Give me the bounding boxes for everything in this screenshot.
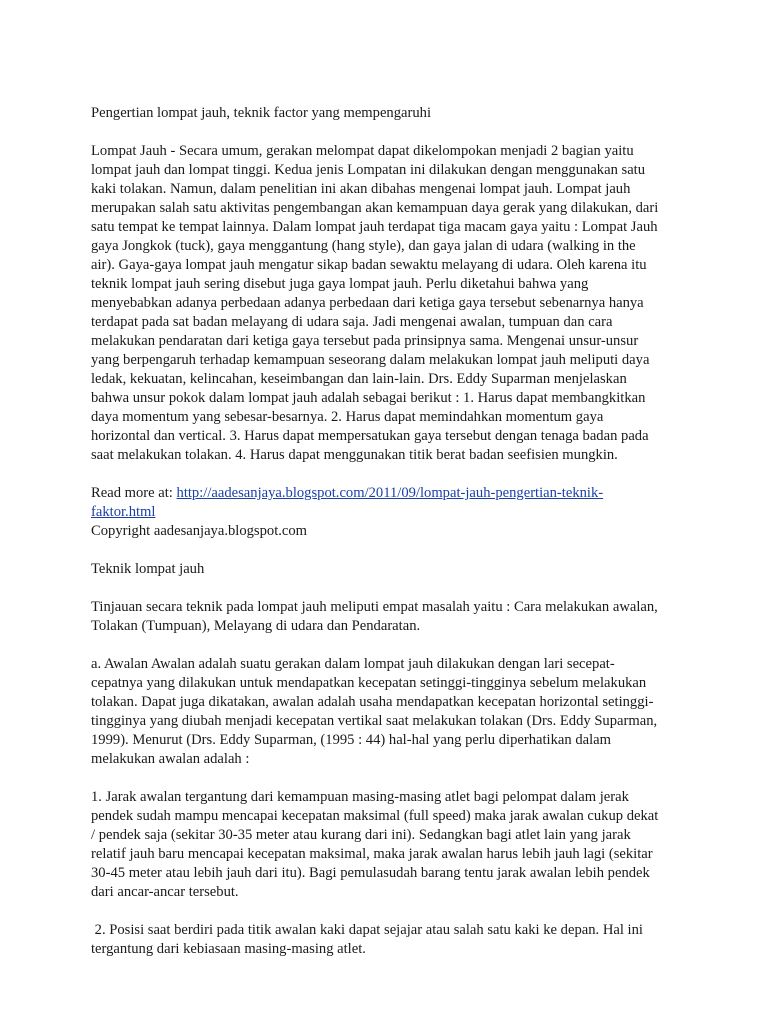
point-1-line: 1. Jarak awalan tergantung dari kemampuan masing-masing atlet bagi pelompat dalam jerak xyxy=(91,789,629,805)
intro-line: bahwa unsur pokok dalam lompat jauh adalah sebagai berikut : 1. Harus dapat membangkitkan xyxy=(91,390,646,406)
tinjauan-paragraph xyxy=(91,598,691,636)
intro-line: gaya Jongkok (tuck), gaya menggantung (hang style), dan gaya jalan di udara (walking in the xyxy=(91,238,636,254)
awalan-line: tingginya yang diubah menjadi kecepatan vertikal saat melakukan tolakan (Drs. Eddy Suparman, xyxy=(91,713,658,729)
intro-line: menyebabkan adanya perbedaan adanya perbedaan dari ketiga gaya tersebut sebenarnya hanya xyxy=(91,295,644,311)
document-page xyxy=(91,104,691,959)
read-more-block xyxy=(91,484,691,541)
point-2-line: tergantung dari kebiasaan masing-masing atlet. xyxy=(91,941,366,957)
awalan-line: a. Awalan Awalan adalah suatu gerakan dalam lompat jauh dilakukan dengan lari secepat- xyxy=(91,656,615,672)
read-more-line xyxy=(91,484,691,503)
awalan-line: melakukan awalan adalah : xyxy=(91,751,250,767)
intro-line: melakukan pendaratan dari ketiga gaya tersebut pada prinsipnya sama. Mengenai unsur-unsur xyxy=(91,333,639,349)
intro-line: air). Gaya-gaya lompat jauh mengatur sikap badan sewaktu melayang di udara. Oleh karena itu xyxy=(91,257,647,273)
point-1-paragraph xyxy=(91,788,691,902)
intro-line: yang berpengaruh terhadap kemampuan seseorang dalam melakukan lompat jauh meliputi daya xyxy=(91,352,650,368)
awalan-paragraph xyxy=(91,655,691,769)
intro-line: kaki tolakan. Namun, dalam penelitian ini akan dibahas mengenai lompat jauh. Lompat jauh xyxy=(91,181,631,197)
point-1-line: / pendek saja (sekitar 30-35 meter atau kurang dari ini). Sedangkan bagi atlet lain yang jarak xyxy=(91,827,631,843)
intro-line: Lompat Jauh - Secara umum, gerakan melompat dapat dikelompokan menjadi 2 bagian yaitu xyxy=(91,143,634,159)
intro-paragraph xyxy=(91,142,691,465)
intro-line: terdapat pada sat badan melayang di udara saja. Jadi mengenai awalan, tumpuan dan cara xyxy=(91,314,613,330)
point-2-line: 2. Posisi saat berdiri pada titik awalan kaki dapat sejajar atau salah satu kaki ke depan. Hal ini xyxy=(91,922,643,938)
awalan-line: cepatnya yang dilakukan untuk mendapatkan kecepatan setinggi-tingginya sebelum melakukan xyxy=(91,675,647,691)
intro-line: daya momentum yang sebesar-besarnya. 2. Harus dapat memindahkan momentum gaya xyxy=(91,409,604,425)
read-more-prefix: Read more at: xyxy=(91,485,177,501)
intro-line: saat melakukan tolakan. 4. Harus dapat menggunakan titik berat badan seefisien mungkin. xyxy=(91,447,618,463)
document-title: Pengertian lompat jauh, teknik factor yang mempengaruhi xyxy=(91,105,432,121)
intro-line: horizontal dan vertical. 3. Harus dapat mempersatukan gaya tersebut dengan tenaga badan pada xyxy=(91,428,649,444)
point-1-line: dari ancar-ancar tersebut. xyxy=(91,884,239,900)
tinjauan-line: Tinjauan secara teknik pada lompat jauh meliputi empat masalah yaitu : Cara melakukan awalan, xyxy=(91,599,658,615)
tinjauan-line: Tolakan (Tumpuan), Melayang di udara dan Pendaratan. xyxy=(91,618,421,634)
section-heading: Teknik lompat jauh xyxy=(91,561,205,577)
point-1-line: relatif jauh baru mencapai kecepatan maksimal, maka jarak awalan harus lebih jauh lagi (sekitar xyxy=(91,846,653,862)
intro-line: teknik lompat jauh sering disebut juga gaya lompat jauh. Perlu diketahui bahwa yang xyxy=(91,276,589,292)
read-more-link[interactable]: http://aadesanjaya.blogspot.com/2011/09/lompat-jauh-pengertian-teknik- xyxy=(176,485,604,501)
intro-line: ledak, kekuatan, kelincahan, keseimbangan dan lain-lain. Drs. Eddy Suparman menjelaskan xyxy=(91,371,627,387)
copyright-text: Copyright aadesanjaya.blogspot.com xyxy=(91,523,308,539)
intro-line: satu tempat ke tempat lainnya. Dalam lompat jauh terdapat tiga macam gaya yaitu : Lompat Jauh xyxy=(91,219,658,235)
point-1-line: 30-45 meter atau lebih jauh dari itu). Bagi pemulasudah barang tentu jarak awalan lebih pendek xyxy=(91,865,650,881)
read-more-link-continued[interactable]: faktor.html xyxy=(91,504,156,520)
awalan-line: 1999). Menurut (Drs. Eddy Suparman, (1995 : 44) hal-hal yang perlu diperhatikan dalam xyxy=(91,732,611,748)
intro-line: lompat jauh dan lompat tinggi. Kedua jenis Lompatan ini dilakukan dengan menggunakan satu xyxy=(91,162,646,178)
point-2-paragraph xyxy=(91,921,691,959)
awalan-line: tolakan. Dapat juga dikatakan, awalan adalah usaha mendapatkan kecepatan horizontal setinggi- xyxy=(91,694,654,710)
intro-line: merupakan salah satu aktivitas pengembangan akan kemampuan daya gerak yang dilakukan, dari xyxy=(91,200,659,216)
point-1-line: pendek sudah mampu mencapai kecepatan maksimal (full speed) maka jarak awalan cukup dekat xyxy=(91,808,659,824)
